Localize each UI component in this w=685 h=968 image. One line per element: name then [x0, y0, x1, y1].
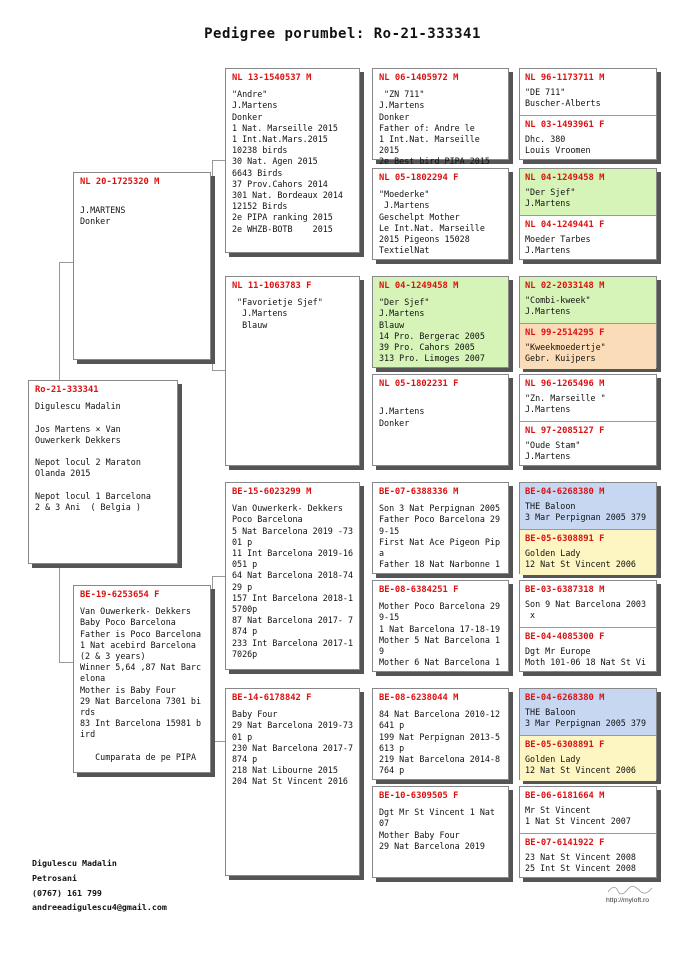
card-text: Golden Lady 12 Nat St Vincent 2006 [525, 548, 636, 570]
card-text: "Combi-kweek" J.Martens [525, 295, 591, 317]
ring-number: BE-08-6384251 F [379, 585, 459, 595]
ring-number: BE-10-6309505 F [379, 791, 459, 801]
card-text: Mr St Vincent 1 Nat St Vincent 2007 [525, 805, 631, 827]
pedigree-card-gen4-pair-7 [519, 688, 657, 780]
pedigree-card-sire [73, 172, 211, 360]
ring-number: BE-15-6023299 M [232, 487, 312, 497]
pedigree-card-gen4-pair-8 [519, 786, 657, 878]
pedigree-card-ggp-2 [372, 168, 509, 260]
card-text: Baby Four 29 Nat Barcelona 2019-73 01 p 230 Nat Barcelona 2017-7 874 p 218 Nat Libourne 2015 204 Nat St Vincent 2016 [232, 709, 354, 787]
ring-number: NL 99-2514295 F [525, 328, 605, 338]
pedigree-card-grandsire-maternal [225, 482, 360, 670]
ring-number: NL 02-2033148 M [525, 281, 605, 291]
pedigree-card-gen4-pair-2 [519, 168, 657, 260]
card-text: Golden Lady 12 Nat St Vincent 2006 [525, 754, 636, 776]
ring-number: NL 20-1725320 M [80, 177, 160, 187]
ring-number: BE-04-6268380 M [525, 693, 605, 703]
ring-number: Ro-21-333341 [35, 385, 99, 395]
gen4-sire [520, 69, 656, 115]
page-title: Pedigree porumbel: Ro-21-333341 [204, 26, 481, 42]
gen4-dam [520, 115, 656, 161]
gen4-dam [520, 215, 656, 261]
gen4-dam [520, 529, 656, 575]
owner-email[interactable]: andreeadigulescu4@gmail.com [32, 902, 167, 913]
card-text: "Moederke" J.Martens Geschelpt Mother Le Int.Nat. Marseille 2015 Pigeons 15028 TextielNat [379, 189, 485, 256]
card-text: "ZN 711" J.Martens Donker Father of: Andre le 1 Int.Nat. Marseille 2015 2e Best bird PIPA 2015 [379, 89, 490, 167]
card-text: Son 3 Nat Perpignan 2005 Father Poco Barcelona 29 9-15 First Nat Ace Pigeon Pip a Father 18 Nat Narbonne 1 [379, 503, 501, 570]
card-text: "DE 711" Buscher-Alberts [525, 87, 601, 109]
ring-number: NL 05-1802231 F [379, 379, 459, 389]
card-text: 84 Nat Barcelona 2010-12 641 p 199 Nat Perpignan 2013-5 613 p 219 Nat Barcelona 2014-8 764 p [379, 709, 501, 776]
ring-number: BE-14-6178842 F [232, 693, 312, 703]
ring-number: NL 04-1249441 F [525, 220, 605, 230]
pedigree-card-subject [28, 380, 178, 564]
pedigree-card-ggp-6 [372, 580, 509, 672]
ring-number: NL 03-1493961 F [525, 120, 605, 130]
pedigree-card-gen4-pair-4 [519, 374, 657, 466]
card-text: J.MARTENS Donker [80, 205, 126, 227]
ring-number: NL 05-1802294 F [379, 173, 459, 183]
card-text: Moeder Tarbes J.Martens [525, 234, 591, 256]
ring-number: BE-05-6308891 F [525, 534, 605, 544]
ring-number: BE-05-6308891 F [525, 740, 605, 750]
gen4-sire [520, 689, 656, 735]
gen4-sire [520, 169, 656, 215]
ring-number: BE-04-4085300 F [525, 632, 605, 642]
connector-line [212, 160, 213, 370]
card-text: "Kweekmoedertje" Gebr. Kuijpers [525, 342, 606, 364]
ring-number: NL 13-1540537 M [232, 73, 312, 83]
signature-logo-icon [606, 885, 654, 895]
ring-number: NL 04-1249458 M [379, 281, 459, 291]
card-text: "Der Sjef" J.Martens [525, 187, 576, 209]
gen4-sire [520, 483, 656, 529]
pedigree-card-granddam-maternal [225, 688, 360, 876]
gen4-dam [520, 421, 656, 467]
ring-number: BE-07-6141922 F [525, 838, 605, 848]
ring-number: NL 11-1063783 F [232, 281, 312, 291]
card-text: Dhc. 380 Louis Vroomen [525, 134, 591, 156]
connector-line [212, 370, 225, 371]
pedigree-card-ggp-8 [372, 786, 509, 878]
card-text: Van Ouwerkerk- Dekkers Baby Poco Barcelona Father is Poco Barcelona 1 Nat acebird Barcelona (2 & 3 years) Winner 5,64 ,87 Nat Barc elona Mother is Baby Four 29 Nat Barcelona 7301 bi rds 83 Int Barcelona 15981 b ird Cumparata de pe PIPA [80, 606, 202, 762]
ring-number: NL 96-1173711 M [525, 73, 605, 83]
pedigree-card-grandsire-paternal [225, 68, 360, 253]
owner-city: Petrosani [32, 872, 77, 883]
card-text: "Der Sjef" J.Martens Blauw 14 Pro. Bergerac 2005 39 Pro. Cahors 2005 313 Pro. Limoges 2007 [379, 297, 485, 364]
gen4-sire [520, 787, 656, 833]
ring-number: BE-04-6268380 M [525, 487, 605, 497]
card-text: Digulescu Madalin Jos Martens × Van Ouwerkerk Dekkers Nepot locul 2 Maraton Olanda 2015 Nepot locul 1 Barcelona 2 & 3 Ani ( Belgia ) [35, 401, 151, 513]
logo-url[interactable]: http://myloft.ro [606, 897, 650, 904]
gen4-dam [520, 323, 656, 369]
gen4-sire [520, 581, 656, 627]
connector-line [212, 576, 213, 741]
ring-number: NL 96-1265496 M [525, 379, 605, 389]
gen4-sire [520, 277, 656, 323]
pedigree-card-granddam-paternal [225, 276, 360, 466]
card-text: THE Baloon 3 Mar Perpignan 2005 379 [525, 707, 647, 729]
pedigree-card-gen4-pair-3 [519, 276, 657, 368]
connector-line [212, 160, 225, 161]
card-text: Dgt Mr Europe Moth 101-06 18 Nat St Vi [525, 646, 647, 668]
connector-line [212, 741, 225, 742]
card-text: "Zn. Marseille " J.Martens [525, 393, 606, 415]
connector-line [59, 262, 73, 263]
card-text: Dgt Mr St Vincent 1 Nat 07 Mother Baby Four 29 Nat Barcelona 2019 [379, 807, 495, 851]
ring-number: NL 06-1405972 M [379, 73, 459, 83]
pedigree-card-ggp-3 [372, 276, 509, 368]
gen4-dam [520, 833, 656, 879]
connector-line [212, 576, 225, 577]
pedigree-card-ggp-4 [372, 374, 509, 466]
contact-block [32, 856, 167, 915]
owner-phone: (0767) 161 799 [32, 887, 102, 898]
ring-number: BE-03-6387318 M [525, 585, 605, 595]
card-text: "Oude Stam" J.Martens [525, 440, 581, 462]
pedigree-card-dam [73, 585, 211, 773]
gen4-dam [520, 627, 656, 673]
card-text: Mother Poco Barcelona 29 9-15 1 Nat Barcelona 17-18-19 Mother 5 Nat Barcelona 1 9 Mother 6 Nat Barcelona 1 [379, 601, 501, 668]
pedigree-card-ggp-5 [372, 482, 509, 574]
ring-number: NL 97-2085127 F [525, 426, 605, 436]
pedigree-card-gen4-pair-1 [519, 68, 657, 160]
card-text: "Andre" J.Martens Donker 1 Nat. Marseille 2015 1 Int.Nat.Mars.2015 10238 birds 30 Nat. Agen 2015 6643 Birds 37 Prov.Cahors 2014 301 Nat. Bordeaux 2014 12152 Birds 2e PIPA ranking 2015 2e WHZB-BOTB 2015 [232, 89, 343, 234]
ring-number: BE-19-6253654 F [80, 590, 160, 600]
ring-number: BE-07-6388336 M [379, 487, 459, 497]
card-text: Son 9 Nat Barcelona 2003 x [525, 599, 647, 621]
card-text: "Favorietje Sjef" J.Martens Blauw [237, 297, 323, 330]
card-text: 23 Nat St Vincent 2008 25 Int St Vincent 2008 [525, 852, 636, 874]
connector-line [59, 662, 73, 663]
pedigree-card-gen4-pair-5 [519, 482, 657, 574]
ring-number: NL 04-1249458 M [525, 173, 605, 183]
ring-number: BE-06-6181664 M [525, 791, 605, 801]
owner-name: Digulescu Madalin [32, 858, 117, 868]
pedigree-card-gen4-pair-6 [519, 580, 657, 672]
card-text: THE Baloon 3 Mar Perpignan 2005 379 [525, 501, 647, 523]
card-text: Van Ouwerkerk- Dekkers Poco Barcelona 5 Nat Barcelona 2019 -73 01 p 11 Int Barcelona 2019-16 051 p 64 Nat Barcelona 2018-74 29 p 157 Int Barcelona 2018-1 5700p 87 Nat Barcelona 2017- 7 874 p 233 Int Barcelona 2017-1 7026p [232, 503, 354, 659]
gen4-sire [520, 375, 656, 421]
gen4-dam [520, 735, 656, 781]
ring-number: BE-08-6238044 M [379, 693, 459, 703]
card-text: J.Martens Donker [379, 406, 425, 428]
pedigree-card-ggp-1 [372, 68, 509, 167]
pedigree-card-ggp-7 [372, 688, 509, 780]
